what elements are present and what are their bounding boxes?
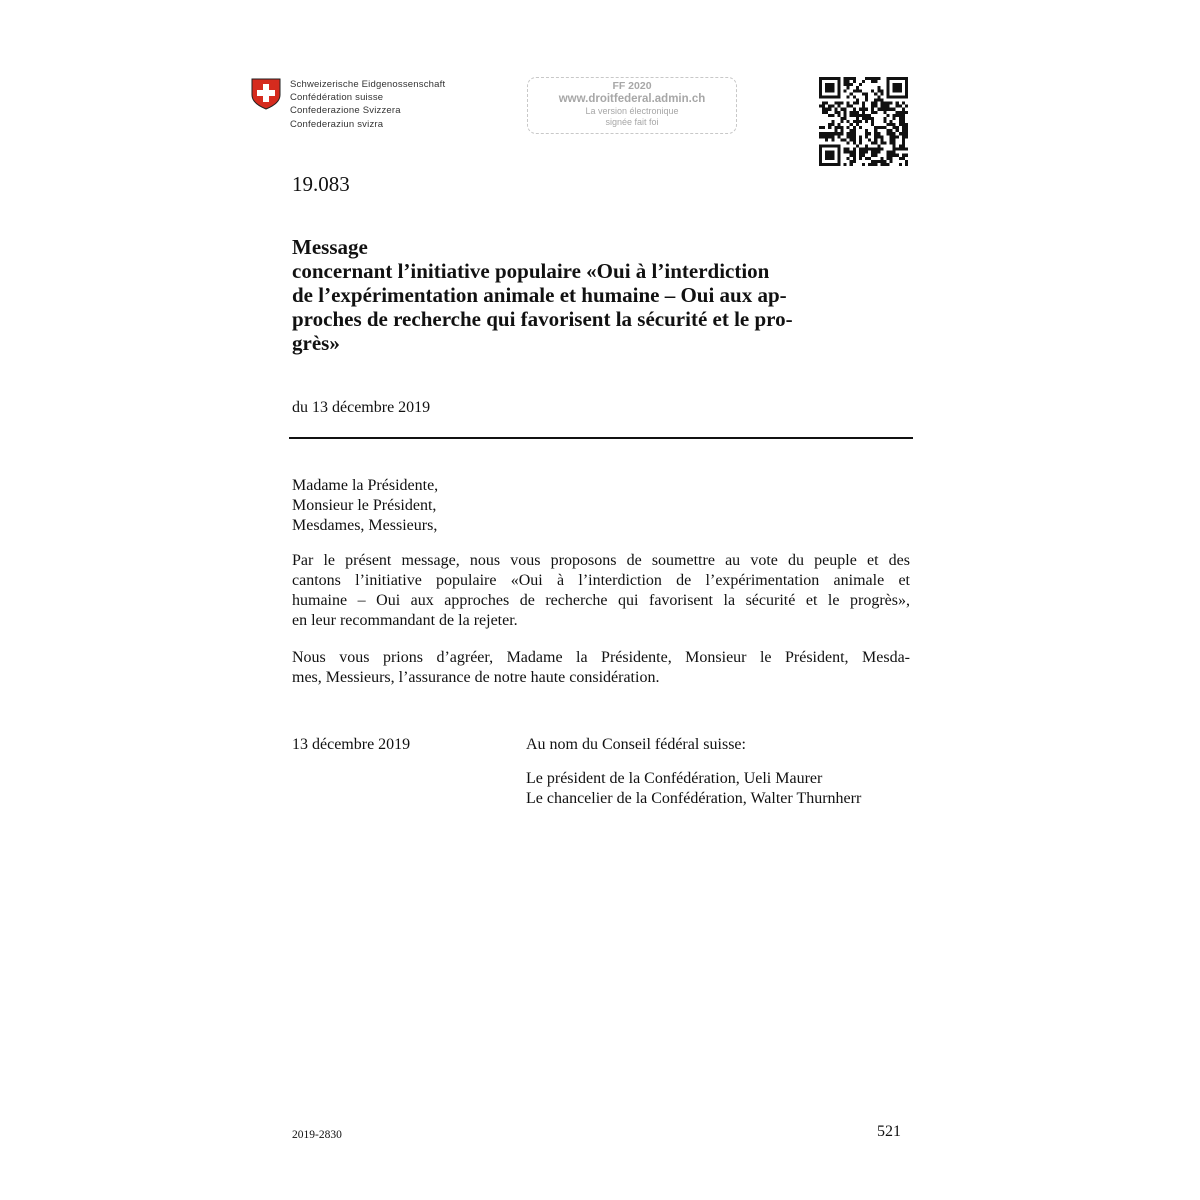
confederation-names [290,78,445,131]
stamp-line-1: FF 2020 [612,80,652,92]
salutation [292,476,910,536]
title-line-2: concernant l’initiative populaire «Oui à l’interdiction [292,259,770,283]
ff-stamp [527,77,737,134]
confederation-name-de: Schweizerische Eidgenossenschaft [290,79,446,90]
salutation-line-1: Madame la Présidente, [292,477,439,494]
confederation-name-it: Confederazione Svizzera [290,105,401,117]
title-line-5: grès» [292,331,340,355]
confederation-name-fr: Confédération suisse [290,92,384,104]
paragraph-line: cantons l’initiative populaire «Oui à l’interdiction de l’expérimentation animale et [292,572,910,589]
divider-rule [289,437,913,439]
signatory-chancellor: Le chancelier de la Confédération, Walter Thurnherr [526,790,862,807]
footer-reference: 2019-2830 [292,1129,342,1141]
stamp-line-3: La version électronique [585,106,679,116]
salutation-line-2: Monsieur le Président, [292,497,437,514]
stamp-line-2: www.droitfederal.admin.ch [558,93,706,105]
title-line-1: Message [292,235,368,259]
document-date: du 13 décembre 2019 [292,399,431,416]
paragraph-line: mes, Messieurs, l’assurance de notre haute considération. [292,669,660,686]
paragraph-closing [292,648,910,688]
signature-on-behalf: Au nom du Conseil fédéral suisse: [526,736,746,753]
page-number: 521 [877,1123,901,1140]
signatories [526,769,861,809]
paragraph-proposal [292,551,910,631]
title-line-3: de l’expérimentation animale et humaine – Oui aux ap- [292,283,787,307]
title-line-4: proches de recherche qui favorisent la sécurité et le pro- [292,307,793,331]
paragraph-line: en leur recommandant de la rejeter. [292,612,518,629]
swiss-cross-shield-icon [251,78,281,110]
document-title [292,235,892,355]
document-number: 19.083 [292,172,350,196]
confederation-name-rm: Confederaziun svizra [290,118,384,130]
stamp-line-4: signée fait foi [605,117,659,127]
salutation-line-3: Mesdames, Messieurs, [292,517,438,534]
paragraph-line: Par le présent message, nous vous proposons de soumettre au vote du peuple et des [292,552,910,569]
signature-date: 13 décembre 2019 [292,736,411,753]
paragraph-line: humaine – Oui aux approches de recherche qui favorisent la sécurité et le progrès», [292,592,910,609]
signatory-president: Le président de la Confédération, Ueli Maurer [526,770,823,787]
qr-code-icon [819,77,908,166]
paragraph-line: Nous vous prions d’agréer, Madame la Présidente, Monsieur le Président, Mesda- [292,649,910,666]
